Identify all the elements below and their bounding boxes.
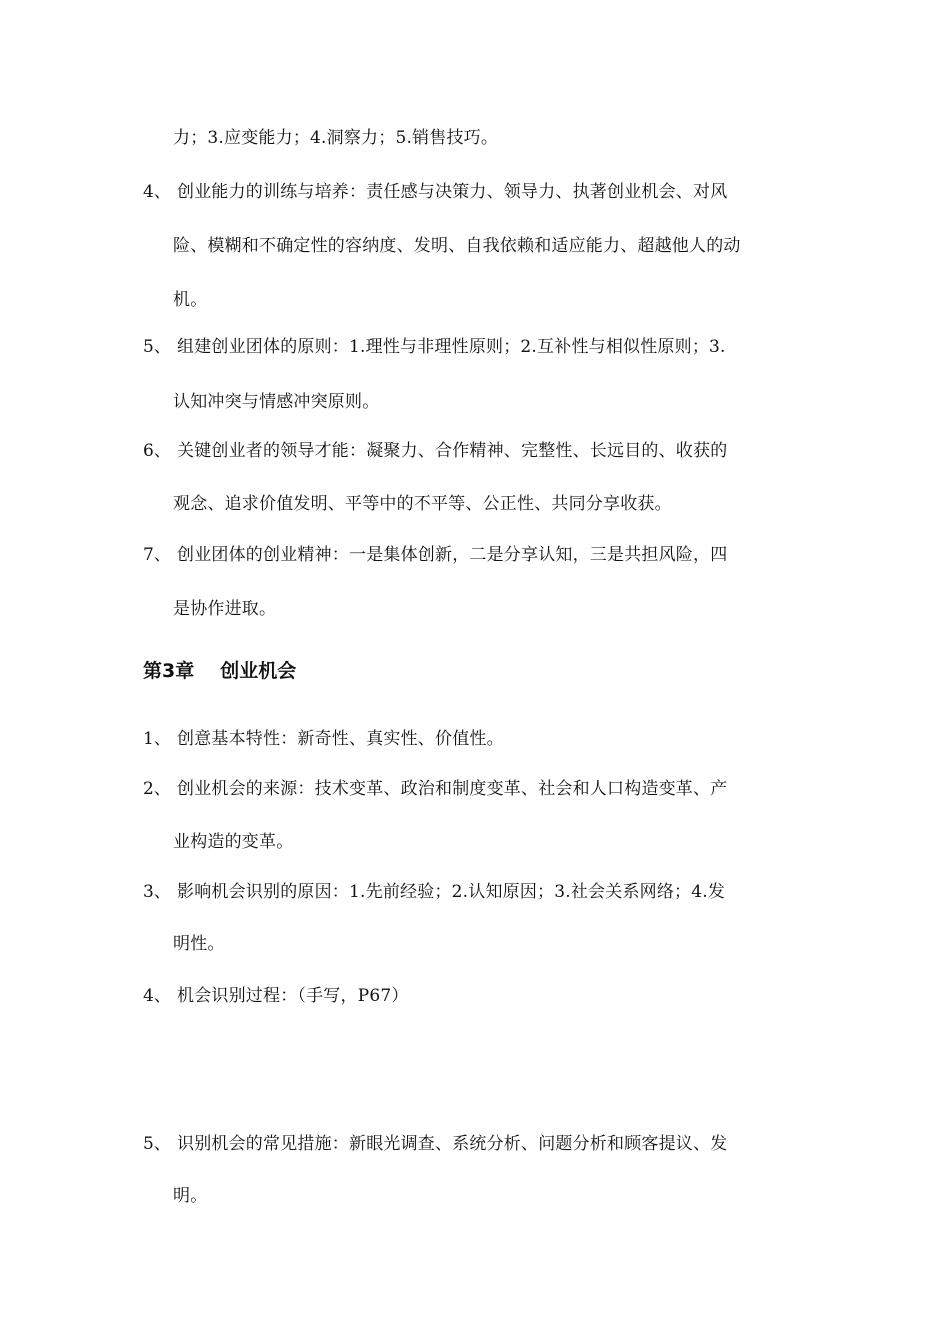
list-item-number: 7、 <box>143 545 171 565</box>
chapter-title: 创业机会 <box>220 660 297 682</box>
paragraph-line: 创业团体的创业精神：一是集体创新，二是分享认知，三是共担风险，四 <box>177 545 728 565</box>
list-item-number: 4、 <box>143 182 171 202</box>
paragraph-line: 观念、追求价值发明、平等中的不平等、公正性、共同分享收获。 <box>173 494 672 514</box>
paragraph-line: 创业能力的训练与培养：责任感与决策力、领导力、执著创业机会、对风 <box>177 182 728 202</box>
paragraph-line: 认知冲突与情感冲突原则。 <box>173 392 380 412</box>
list-item-number: 5、 <box>143 1134 171 1154</box>
paragraph-line: 明性。 <box>173 934 225 954</box>
paragraph-line: 创业机会的来源：技术变革、政治和制度变革、社会和人口构造变革、产 <box>177 779 728 799</box>
paragraph-line: 业构造的变革。 <box>173 832 294 852</box>
list-item-number: 1、 <box>143 729 171 749</box>
paragraph-line: 影响机会识别的原因：1.先前经验；2.认知原因；3.社会关系网络；4.发 <box>177 882 726 902</box>
paragraph-line: 创意基本特性：新奇性、真实性、价值性。 <box>177 729 504 749</box>
paragraph-line: 组建创业团体的原则：1.理性与非理性原则；2.互补性与相似性原则；3. <box>177 337 726 357</box>
paragraph-line: 机。 <box>173 290 208 310</box>
paragraph-line: 关键创业者的领导才能：凝聚力、合作精神、完整性、长远目的、收获的 <box>177 441 728 461</box>
paragraph-line: 机会识别过程：（手写，P67） <box>177 986 409 1006</box>
paragraph-line: 险、模糊和不确定性的容纳度、发明、自我依赖和适应能力、超越他人的动 <box>173 236 741 256</box>
list-item-number: 5、 <box>143 337 171 357</box>
paragraph-line: 力；3.应变能力；4.洞察力；5.销售技巧。 <box>173 128 499 148</box>
paragraph-line: 识别机会的常见措施：新眼光调查、系统分析、问题分析和顾客提议、发 <box>177 1134 728 1154</box>
list-item-number: 2、 <box>143 779 171 799</box>
paragraph-line: 是协作进取。 <box>173 599 277 619</box>
chapter-number: 第3章 <box>143 660 195 682</box>
list-item-number: 6、 <box>143 441 171 461</box>
chapter-heading <box>143 658 296 684</box>
list-item-number: 3、 <box>143 882 171 902</box>
paragraph-line: 明。 <box>173 1186 208 1206</box>
list-item-number: 4、 <box>143 986 171 1006</box>
